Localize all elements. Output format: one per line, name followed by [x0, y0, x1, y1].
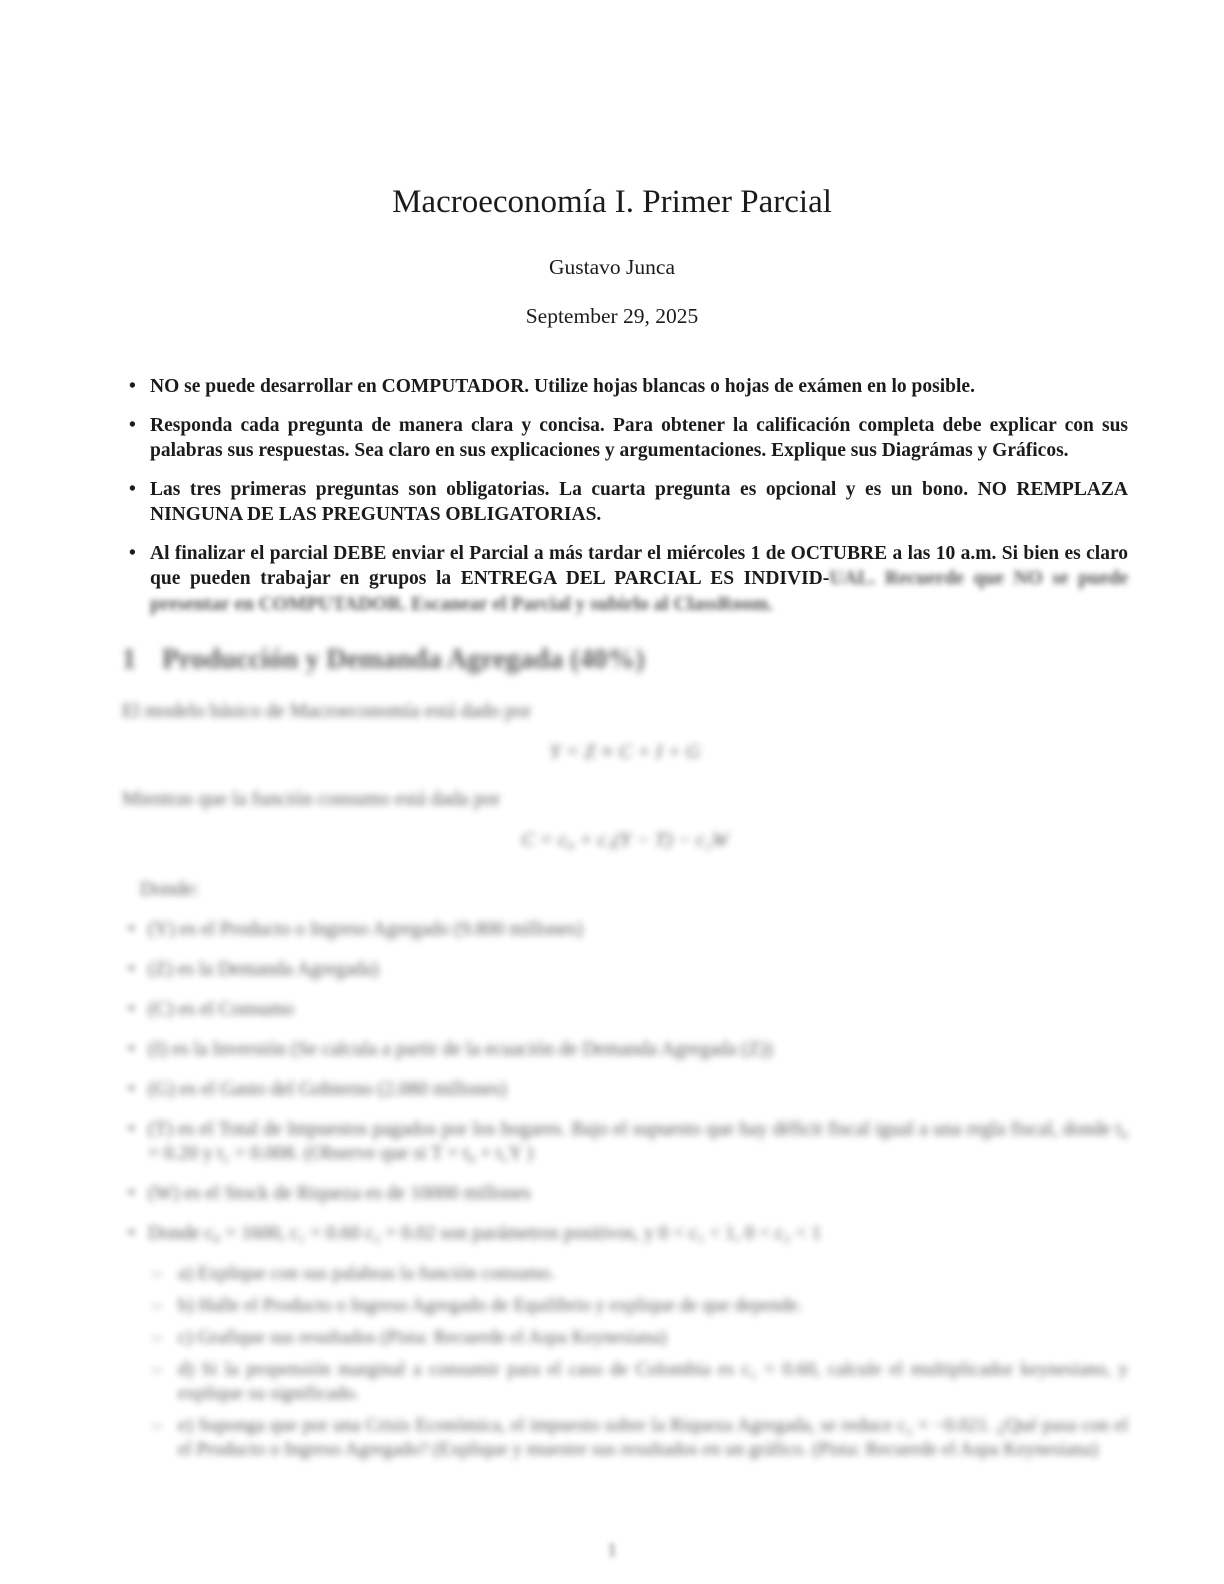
instruction-item: [122, 541, 1128, 618]
definition-item: [122, 1118, 1128, 1166]
equation-consumption-function: C = c₀ + c₁(Y − T) − c₂W: [521, 829, 729, 851]
question-item: [152, 1358, 1128, 1406]
instruction-text-sharp: Al finalizar el parcial DEBE enviar el Parcial a más tardar el miércoles 1 de OCTUBRE a las 10 a.m. Si bien es claro que pueden trabajar en grupos la ENTREGA DEL PARCIAL ES INDIVID-: [150, 542, 1128, 589]
where-label: Donde:: [140, 878, 199, 900]
section-intro-2: Mientras que la función consumo está dada por: [122, 788, 501, 810]
question-text: e) Suponga que por una Crisis Económica, el impuesto sobre la Riqueza Agregada, se reduce c₂ = −0.021. ¿Qué pasa con el el Producto o Ingreso Agregado? (Explique y muestre sus resultados en un gráfico. (Pista: Recuerde el Aspa Keynesiana): [178, 1415, 1128, 1460]
section-number: 1: [122, 644, 136, 675]
document-date: September 29, 2025: [525, 304, 699, 328]
question-text: c) Grafique sus resultados (Pista: Recuerde el Aspa Keynesiana): [178, 1327, 667, 1348]
definition-text: (Y) es el Producto o Ingreso Agregado (9.800 millones): [148, 919, 583, 940]
definition-text: (T) es el Total de Impuestos pagados por los hogares. Bajo el supuesto que hay déficit fiscal igual a una regla fiscal, donde t₀ = 0.20 y t₁ = 0.008. (Observe que si T = t₀ + t₁Y ): [148, 1119, 1128, 1164]
definition-text: (C) es el Consumo: [148, 999, 294, 1020]
question-item: [152, 1262, 1128, 1286]
definition-item: [122, 1222, 1128, 1246]
instruction-item: [122, 413, 1128, 464]
question-text: b) Halle el Producto o Ingreso Agregado de Equilibrio y explique de que depende.: [178, 1295, 803, 1316]
instruction-text: NO se puede desarrollar en COMPUTADOR. Utilize hojas blancas o hojas de exámen en lo posible.: [150, 376, 975, 397]
question-list: [152, 1262, 1128, 1462]
definition-text: (W) es el Stock de Riqueza es de 10000 millones: [148, 1183, 531, 1204]
question-text: a) Explique con sus palabras la función consumo.: [178, 1263, 555, 1284]
question-item: [152, 1294, 1128, 1318]
instruction-item: [122, 477, 1128, 528]
instruction-text-blurred: UAL. Recuerde que NO se puede presentar en COMPUTADOR. Escanear el Parcial y subirlo al ClassRoom.: [150, 568, 1128, 615]
definition-text: Donde c₀ = 1600, c₁ = 0.60 c₂ = 0.02 son parámetros positivos, y 0 < c₁ < 1, 0 < c₂ < 1: [148, 1223, 822, 1244]
instruction-text: Responda cada pregunta de manera clara y concisa. Para obtener la calificación completa debe explicar con sus palabras sus respuestas. Sea claro en sus explicaciones y argumentaciones. Explique sus Diagrámas y Gráficos.: [150, 414, 1128, 461]
definition-item: [122, 1078, 1128, 1102]
instructions-list: [122, 374, 1128, 617]
definition-text: (Z) es la Demanda Agregada): [148, 959, 379, 980]
blurred-preview-region: [0, 643, 1224, 1462]
document-author: Gustavo Junca: [549, 255, 675, 279]
definition-item: [122, 1038, 1128, 1062]
definition-item: [122, 958, 1128, 982]
section-title: Producción y Demanda Agregada (40%): [162, 644, 645, 675]
definition-item: [122, 998, 1128, 1022]
question-text: d) Si la propensión marginal a consumir para el caso de Colombia es c₁ = 0.60, calcule el multiplicador keynesiano, y explique su significado.: [178, 1359, 1128, 1404]
page-number: 1: [607, 1540, 617, 1561]
variable-definitions-list: [122, 918, 1128, 1246]
definition-text: (G) es el Gasto del Gobierno (2.080 millones): [148, 1079, 507, 1100]
page-title: Macroeconomía I. Primer Parcial: [392, 184, 832, 220]
definition-item: [122, 1182, 1128, 1206]
question-item: [152, 1326, 1128, 1350]
instruction-item: [122, 374, 1128, 400]
question-item: [152, 1414, 1128, 1462]
section-heading: [122, 643, 1128, 677]
section-intro: El modelo básico de Macroeconomía está dado por: [122, 700, 532, 722]
equation-aggregate-demand: Y = Z ≡ C + I + G: [549, 741, 701, 763]
instruction-text: Las tres primeras preguntas son obligatorias. La cuarta pregunta es opcional y es un bono. NO REMPLAZA NINGUNA DE LAS PREGUNTAS OBLIGATORIAS.: [150, 478, 1128, 525]
definition-item: [122, 918, 1128, 942]
definition-text: (I) es la Inversión (Se calcula a partir de la ecuación de Demanda Agregada (Z)): [148, 1039, 773, 1060]
